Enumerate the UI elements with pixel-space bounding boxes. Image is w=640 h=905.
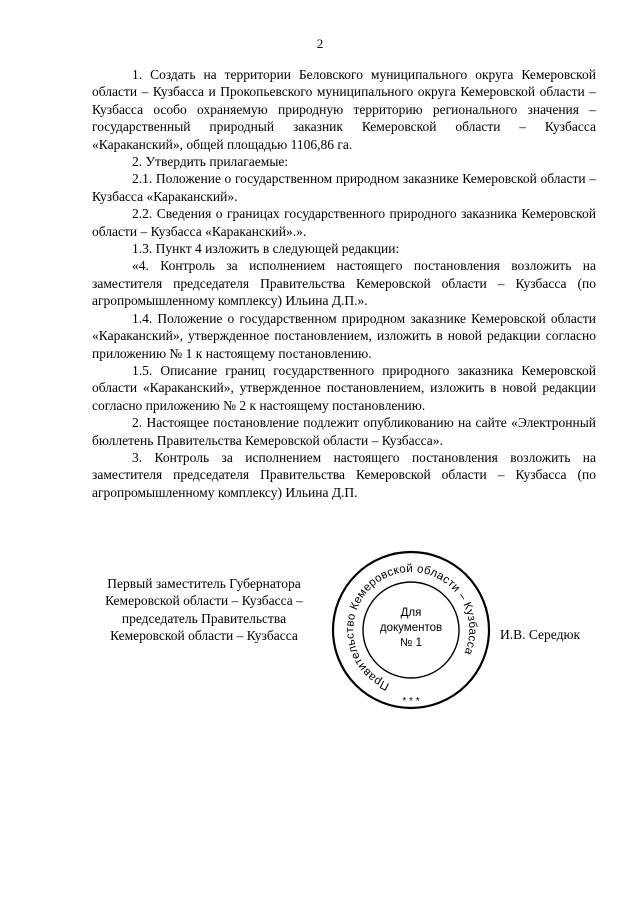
paragraph-regulation: 2.1. Положение о государственном природном заказнике Кемеровской области – Кузбасса «Караканский». (92, 171, 596, 204)
paragraph-create-reserve: 1. Создать на территории Беловского муниципального округа Кемеровской области – Кузбасса и Прокопьевского муниципального округа Кемеровской области – Кузбасса особо охраняемую природную территорию регионального значения – государственный природный заказник Кемеровской области – Кузбасса «Караканский», общей площадью 1106,86 га. (92, 67, 596, 152)
position-line: председатель Правительства (121, 610, 287, 626)
paragraph-new-item-4: «4. Контроль за исполнением настоящего постановления возложить на заместителя председателя Правительства Кемеровской области – Кузбасса (по агропромышленному комплексу) Ильина Д.П.». (92, 258, 596, 309)
paragraph-item-1-4: 1.4. Положение о государственном природном заказнике Кемеровской области «Караканский», утвержденное постановлением, изложить в новой редакции согласно приложению № 1 к настоящему постановлению. (92, 310, 596, 361)
seal-center-line: № 1 (400, 637, 422, 649)
document-body (92, 66, 596, 501)
official-seal (328, 547, 494, 713)
seal-stars: * * * (402, 696, 420, 707)
position-line: Кемеровской области – Кузбасса (110, 628, 298, 644)
seal-center-line: Для (400, 607, 422, 619)
paragraph-item-1-3: 1.3. Пункт 4 изложить в следующей редакции: (132, 241, 400, 257)
paragraph-approve: 2. Утвердить прилагаемые: (132, 154, 289, 170)
position-line: Кемеровской области – Кузбасса – (105, 593, 303, 609)
signatory-name: И.В. Середюк (500, 627, 581, 642)
paragraph-publication: 2. Настоящее постановление подлежит опубликованию на сайте «Электронный бюллетень Правительства Кемеровской области – Кузбасса». (92, 415, 596, 448)
position-line: Первый заместитель Губернатора (107, 576, 301, 591)
page-number: 2 (316, 36, 324, 51)
signatory-position (84, 575, 324, 645)
seal-ring-text: Правительство Кемеровской области – Кузбасса (344, 562, 479, 693)
paragraph-item-1-5: 1.5. Описание границ государственного природного заказника Кемеровской области «Караканский», утвержденное постановлением, изложить в новой редакции согласно приложению № 2 к настоящему постановлению. (92, 362, 596, 413)
paragraph-boundaries-info: 2.2. Сведения о границах государственного природного заказника Кемеровской области – Кузбасса «Караканский».». (92, 206, 596, 239)
paragraph-control: 3. Контроль за исполнением настоящего постановления возложить на заместителя председателя Правительства Кемеровской области – Кузбасса (по агропромышленному комплексу) Ильина Д.П. (92, 449, 596, 500)
seal-center-line: документов (379, 622, 443, 634)
